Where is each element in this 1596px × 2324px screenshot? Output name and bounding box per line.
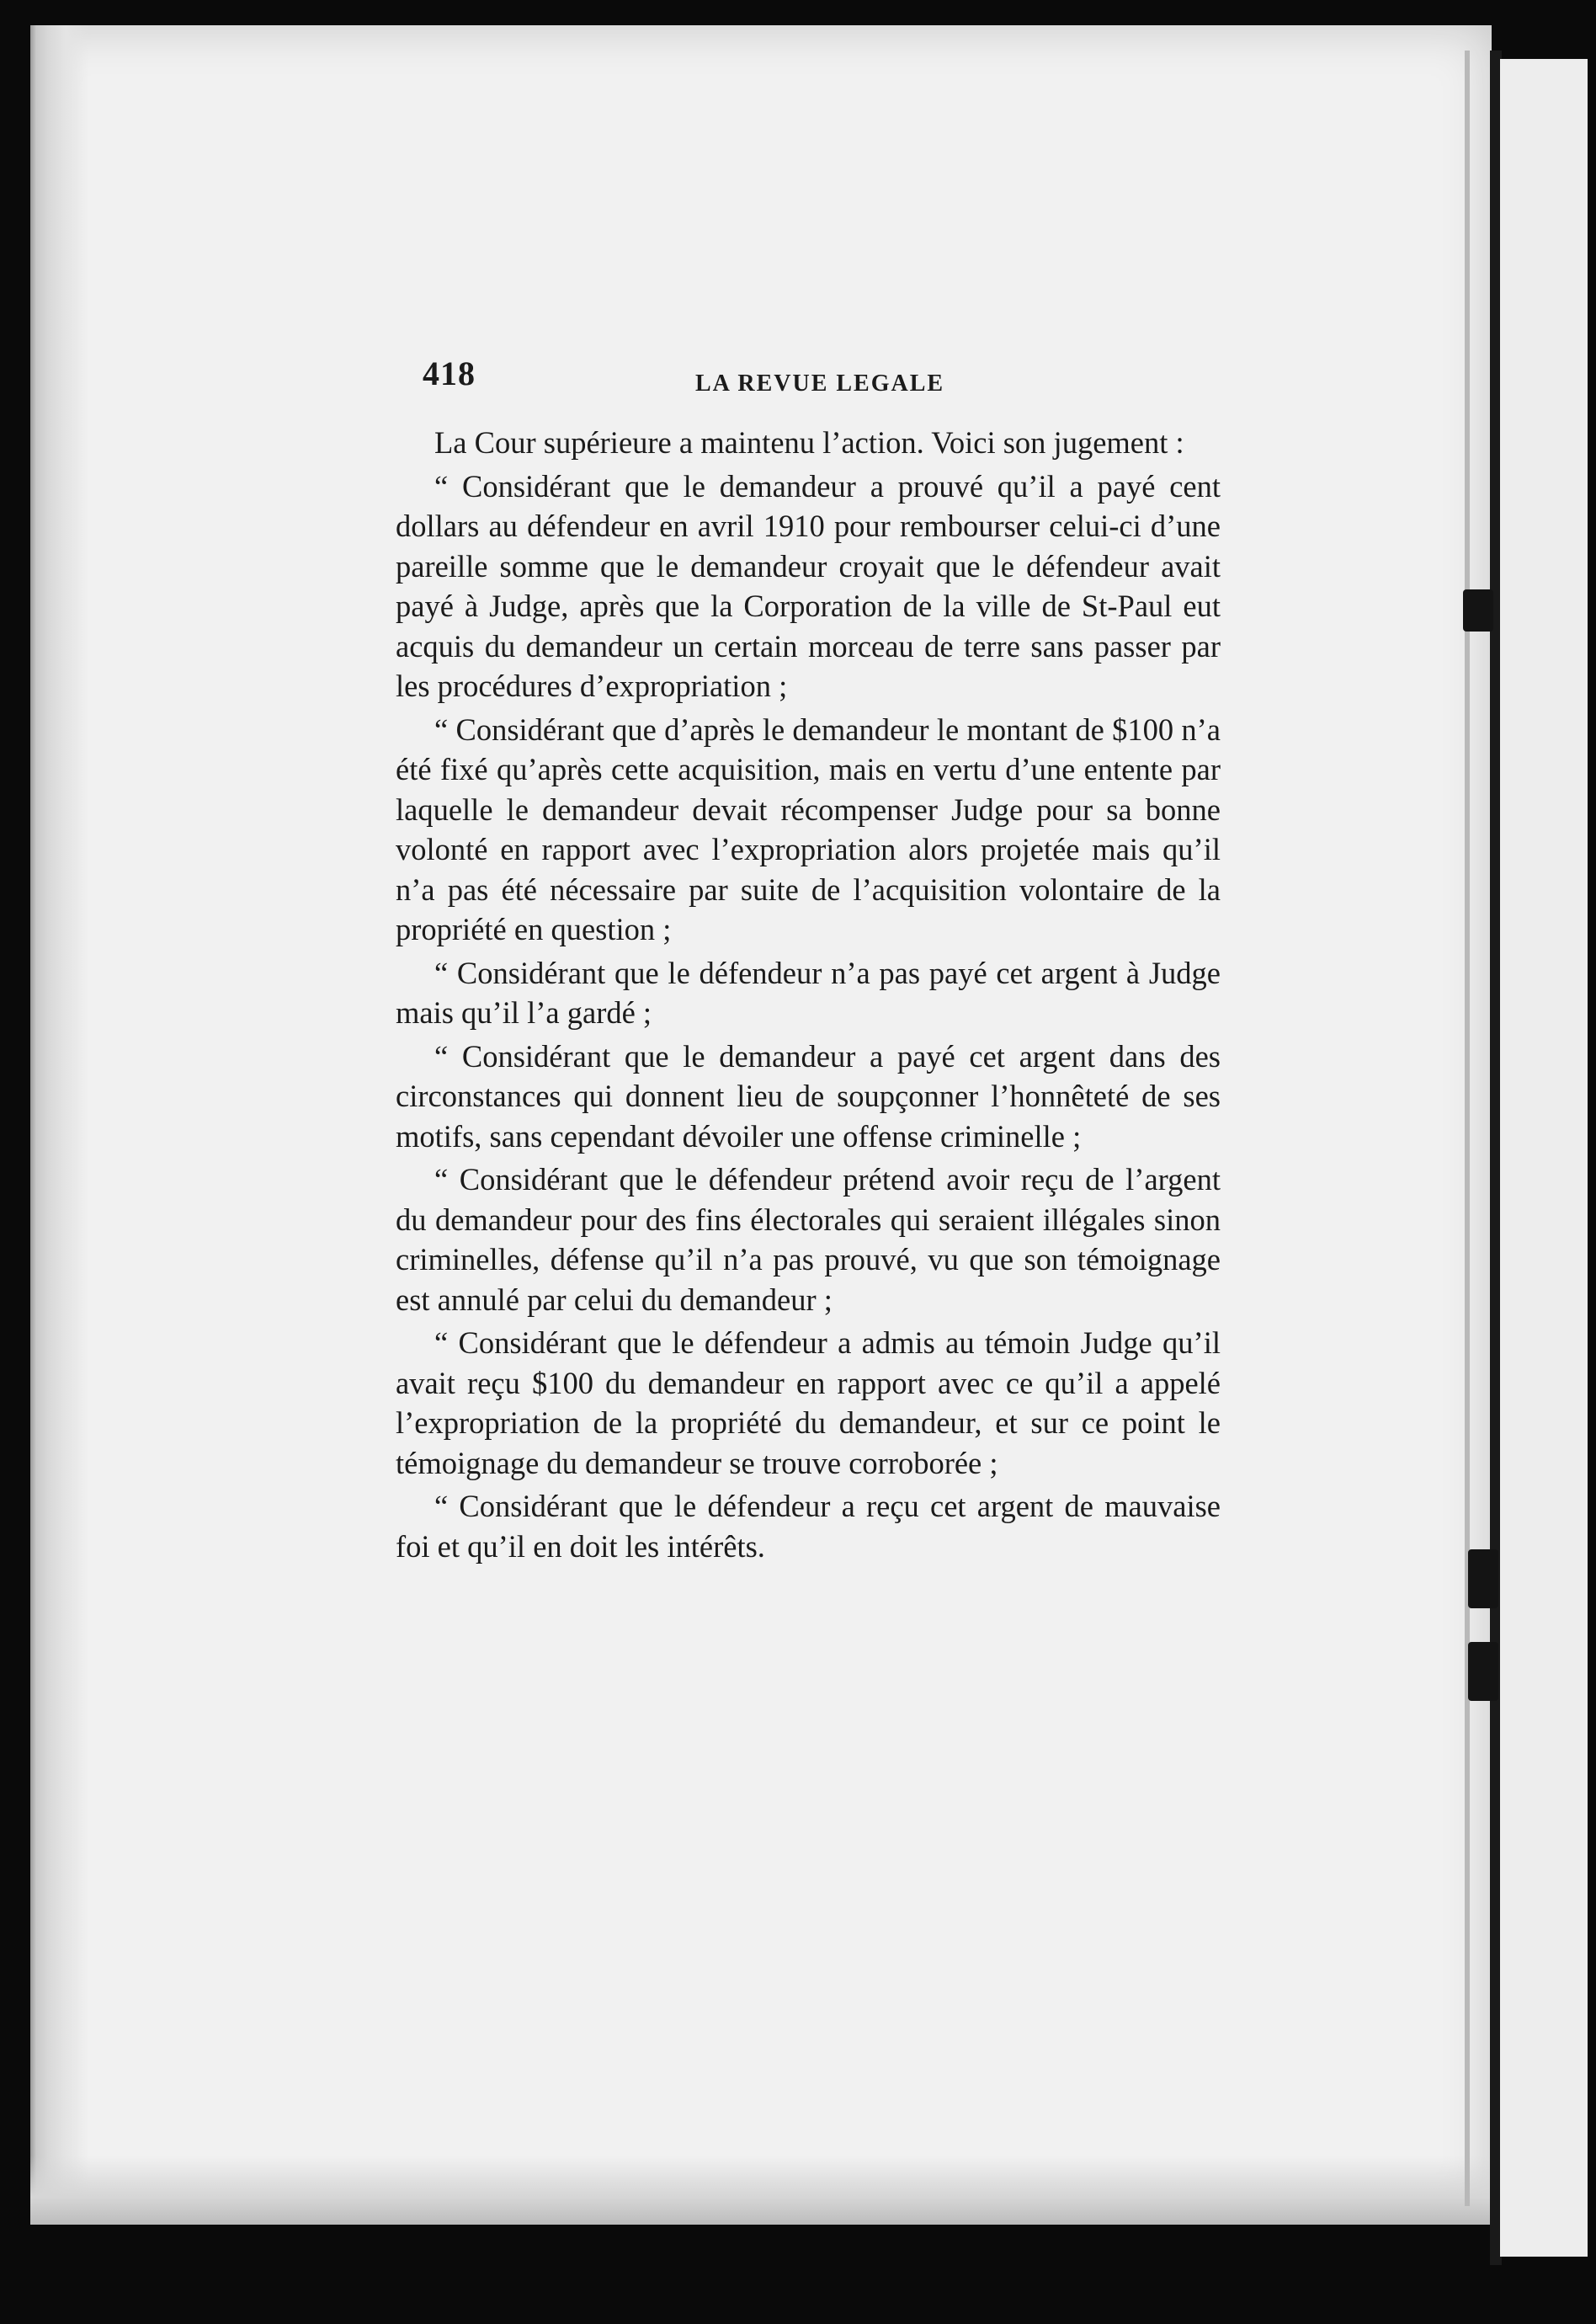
paragraph-considerant-2: “ Considérant que d’après le demandeur le montant de $100 n’a été fixé qu’après cette acquisition, mais en vertu d’une entente par laquelle le demandeur devait récompenser Judge pour sa bonne volonté en rapport avec l’expropriation alors projetée mais qu’il n’a pas été nécessaire par suite de l’acquisition volontaire de la propriété en question ; [396,712,1221,946]
paragraph-intro: La Cour supérieure a maintenu l’action. Voici son jugement : [434,425,1184,460]
paragraph-considerant-1: “ Considérant que le demandeur a prouvé qu’il a payé cent dollars au défendeur en avril 1910 pour rembourser celui-ci d’une pareille somme que le demandeur croyait que le défendeur avait payé à Judge, après que la Corporation de la ville de St-Paul eut acquis du demandeur un certain morceau de terre sans passer par les procédures d’expropriation ; [396,468,1221,703]
paragraph-considerant-3: “ Considérant que le défendeur n’a pas payé cet argent à Judge mais qu’il l’a gardé ; [396,955,1221,1030]
page-left-edge-shadow [30,25,89,2225]
binding-clip-mark [1468,1642,1498,1701]
binding-clip-mark [1463,589,1493,632]
adjacent-page-strip [1500,59,1588,2257]
paragraph-considerant-4: “ Considérant que le demandeur a payé cet argent dans des circonstances qui donnent lieu de soupçonner l’honnêteté de ses motifs, sans cependant dévoiler une offense criminelle ; [396,1038,1221,1154]
journal-title: LA REVUE LEGALE [695,370,945,397]
page-text-block [396,354,1221,1566]
paragraph-considerant-6: “ Considérant que le défendeur a admis au témoin Judge qu’il avait reçu $100 du demandeur en rapport avec ce qu’il a appelé l’expropriation de la propriété du demandeur, et sur ce point le témoignage du demandeur se trouve corroborée ; [396,1325,1221,1480]
page-bottom-edge-shadow [30,2156,1492,2225]
binding-clip-mark [1468,1549,1498,1608]
page-number: 418 [423,354,476,392]
paragraph-considerant-7: “ Considérant que le défendeur a reçu cet argent de mauvaise foi et qu’il en doit les intérêts. [396,1489,1221,1564]
page-fold-line [1465,51,1470,2206]
paragraph-considerant-5: “ Considérant que le défendeur prétend avoir reçu de l’argent du demandeur pour des fins électorales qui seraient illégales sinon criminelles, défense qu’il n’a pas prouvé, vu que son témoignage est annulé par celui du demandeur ; [396,1162,1221,1317]
running-head [396,354,1221,404]
